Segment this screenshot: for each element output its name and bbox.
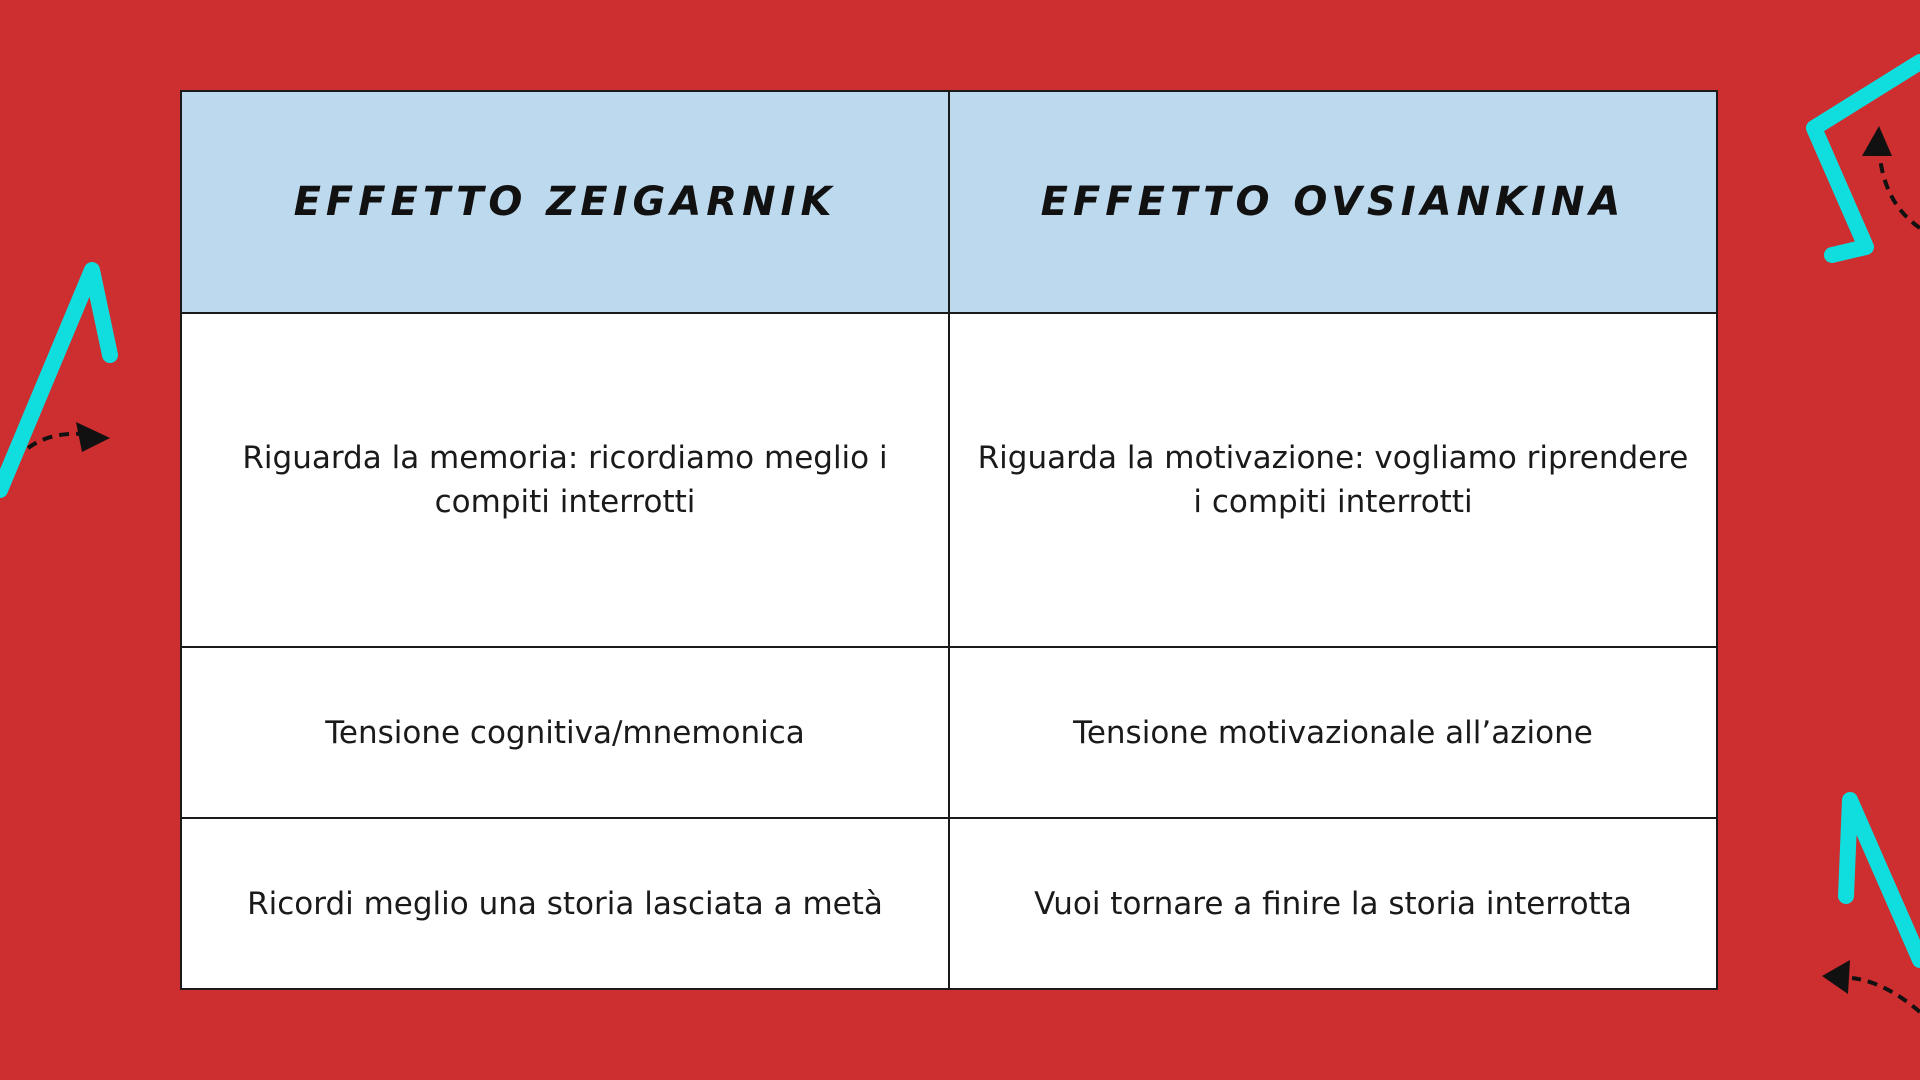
table-header-row bbox=[181, 91, 1717, 313]
table-cell: Tensione motivazionale all’azione bbox=[949, 647, 1717, 818]
header-ovsiankina: EFFETTO OVSIANKINA bbox=[949, 91, 1717, 313]
table-cell: Riguarda la memoria: ricordiamo meglio i compiti interrotti bbox=[181, 313, 949, 647]
table-cell: Vuoi tornare a finire la storia interrotta bbox=[949, 818, 1717, 989]
arrowhead-icon bbox=[1822, 960, 1850, 994]
table-cell: Tensione cognitiva/mnemonica bbox=[181, 647, 949, 818]
table-row bbox=[181, 647, 1717, 818]
table-cell: Ricordi meglio una storia lasciata a metà bbox=[181, 818, 949, 989]
comparison-table bbox=[180, 90, 1718, 990]
table-cell: Riguarda la motivazione: vogliamo riprendere i compiti interrotti bbox=[949, 313, 1717, 647]
arrowhead-icon bbox=[76, 422, 110, 452]
table-row bbox=[181, 818, 1717, 989]
zigzag-line-icon bbox=[1814, 62, 1920, 255]
table-row bbox=[181, 313, 1717, 647]
header-zeigarnik: EFFETTO ZEIGARNIK bbox=[181, 91, 949, 313]
dashed-arrow-icon bbox=[28, 434, 82, 448]
comparison-table-wrapper bbox=[180, 90, 1718, 990]
dashed-arrow-icon bbox=[1852, 978, 1920, 1012]
arrowhead-icon bbox=[1862, 126, 1892, 156]
zigzag-line-icon bbox=[1846, 800, 1920, 960]
dashed-arrow-icon bbox=[1880, 158, 1920, 228]
zigzag-line-icon bbox=[0, 270, 110, 490]
